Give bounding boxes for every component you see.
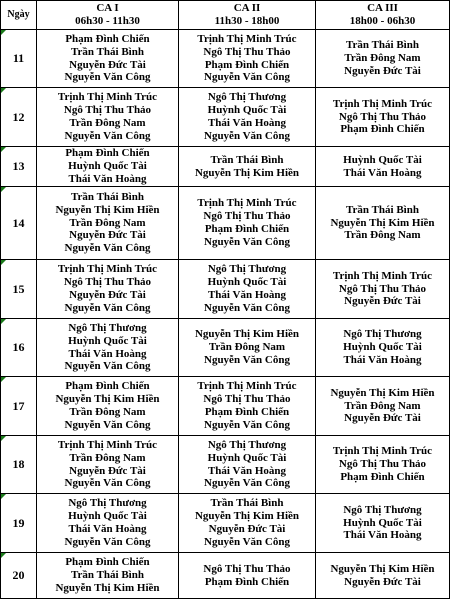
- staff-list: [179, 33, 315, 84]
- staff-name: Trần Thái Bình: [346, 39, 419, 52]
- shift-1-cell: [37, 553, 179, 599]
- staff-name: Huỳnh Quốc Tài: [68, 510, 147, 523]
- day-number: 20: [12, 568, 25, 582]
- day-cell: [1, 30, 37, 88]
- shift-3-cell: [316, 377, 450, 436]
- day-number: 14: [12, 215, 25, 230]
- staff-name: Nguyễn Văn Công: [204, 129, 290, 142]
- shift-2-cell: [179, 147, 316, 187]
- day-number: 17: [12, 398, 25, 413]
- day-number: 12: [12, 109, 25, 124]
- staff-name: Nguyễn Văn Công: [64, 301, 151, 314]
- staff-list: [316, 204, 449, 242]
- staff-name: Trần Thái Bình: [71, 191, 144, 203]
- staff-name: Huỳnh Quốc Tài: [207, 276, 287, 289]
- staff-name: Nguyễn Văn Công: [204, 353, 290, 366]
- staff-name: Huỳnh Quốc Tài: [207, 104, 287, 117]
- staff-name: Phạm Đình Chiến: [65, 556, 150, 569]
- staff-name: Nguyễn Thị Kim Hiền: [194, 510, 299, 523]
- shift-3-time: 18h00 - 06h30: [349, 15, 416, 27]
- staff-name: Phạm Đình Chiến: [340, 123, 425, 136]
- staff-list: [37, 497, 178, 548]
- staff-name: Nguyễn Đức Tài: [344, 575, 421, 588]
- staff-name: Trịnh Thị Minh Trúc: [197, 197, 297, 210]
- staff-name: Trịnh Thị Minh Trúc: [332, 445, 433, 458]
- shift-2-name: CA II: [233, 2, 261, 15]
- shift-1-cell: [37, 436, 179, 494]
- staff-name: Nguyễn Văn Công: [64, 71, 151, 84]
- shift-1-cell: [37, 147, 179, 187]
- staff-name: Nguyễn Đức Tài: [344, 64, 421, 77]
- cell-corner-marker: [1, 436, 6, 441]
- cell-corner-marker: [1, 30, 6, 35]
- cell-corner-marker: [1, 88, 6, 93]
- shift-3-cell: [316, 319, 450, 377]
- staff-name: Nguyễn Thị Kim Hiền: [194, 166, 299, 179]
- day-cell: [1, 187, 37, 260]
- shift-2-cell: [179, 319, 316, 377]
- staff-name: Thái Văn Hoàng: [343, 529, 422, 542]
- staff-list: [179, 91, 315, 142]
- staff-name: Nguyễn Đức Tài: [69, 58, 146, 71]
- staff-name: Nguyễn Văn Công: [64, 477, 151, 490]
- staff-name: Trịnh Thị Minh Trúc: [332, 97, 433, 110]
- day-number: 11: [12, 51, 25, 65]
- staff-name: Trịnh Thị Minh Trúc: [57, 263, 158, 276]
- staff-name: Ngô Thị Thương: [207, 91, 287, 104]
- staff-list: [37, 33, 178, 84]
- table-row: [1, 187, 450, 260]
- shift-1-cell: [37, 88, 179, 147]
- table-row: [1, 260, 450, 319]
- staff-name: Nguyễn Thị Kim Hiền: [330, 386, 435, 399]
- day-number: 19: [12, 515, 25, 530]
- shift-3-cell: [316, 260, 450, 319]
- staff-name: Nguyễn Đức Tài: [69, 289, 146, 301]
- staff-list: [179, 497, 315, 548]
- shift-2-cell: [179, 30, 316, 88]
- staff-name: Nguyễn Thị Kim Hiền: [55, 581, 160, 594]
- staff-name: Trịnh Thị Minh Trúc: [57, 91, 158, 104]
- shift-2-cell: [179, 377, 316, 436]
- staff-name: Nguyễn Đức Tài: [208, 523, 286, 535]
- shift-1-time: 06h30 - 11h30: [75, 15, 140, 27]
- staff-list: [316, 39, 449, 77]
- staff-name: Nguyễn Thị Kim Hiền: [55, 203, 160, 216]
- day-cell: [1, 494, 37, 553]
- shift-3-cell: [316, 436, 450, 494]
- staff-name: Nguyễn Văn Công: [204, 535, 290, 548]
- staff-name: Thái Văn Hoàng: [207, 464, 287, 477]
- staff-name: Ngô Thị Thu Thảo: [203, 45, 291, 58]
- day-cell: [1, 553, 37, 599]
- shift-2-cell: [179, 494, 316, 553]
- staff-name: Trịnh Thị Minh Trúc: [197, 380, 297, 393]
- staff-list: [37, 263, 178, 314]
- staff-name: Trần Thái Bình: [210, 153, 284, 166]
- staff-name: Phạm Đình Chiến: [204, 223, 290, 235]
- staff-name: Trịnh Thị Minh Trúc: [197, 32, 297, 45]
- shift-3-cell: [316, 553, 450, 599]
- shift-3-header: [316, 1, 450, 30]
- staff-list: [37, 191, 178, 255]
- shift-3-cell: [316, 147, 450, 187]
- staff-name: Trần Đông Nam: [69, 117, 146, 129]
- staff-name: Trần Đông Nam: [344, 399, 421, 412]
- staff-list: [316, 504, 449, 542]
- table-body: [1, 30, 450, 599]
- day-cell: [1, 319, 37, 377]
- staff-name: Nguyễn Văn Công: [204, 418, 290, 431]
- shift-1-name: CA I: [96, 2, 119, 15]
- staff-list: [179, 197, 315, 248]
- day-number: 18: [12, 457, 25, 471]
- staff-name: Nguyễn Văn Công: [204, 235, 290, 248]
- staff-name: Nguyễn Đức Tài: [344, 412, 421, 425]
- staff-name: Thái Văn Hoàng: [68, 172, 147, 185]
- shift-2-cell: [179, 553, 316, 599]
- staff-name: Ngô Thị Thương: [207, 263, 287, 276]
- header-row: [1, 1, 450, 30]
- day-number: 16: [12, 340, 25, 354]
- staff-list: [316, 445, 449, 483]
- staff-list: [179, 263, 315, 314]
- cell-corner-marker: [1, 260, 6, 265]
- staff-name: Trần Đông Nam: [208, 341, 286, 354]
- staff-name: Nguyễn Văn Công: [204, 71, 290, 84]
- shift-3-cell: [316, 30, 450, 88]
- day-column-header: Ngày: [1, 1, 37, 30]
- staff-list: [37, 439, 178, 490]
- staff-name: Nguyễn Văn Công: [64, 242, 151, 255]
- staff-name: Ngô Thị Thương: [343, 328, 422, 341]
- staff-name: Ngô Thị Thương: [207, 438, 287, 451]
- staff-name: Phạm Đình Chiến: [340, 470, 425, 483]
- staff-name: Nguyễn Văn Công: [64, 418, 151, 431]
- staff-name: Phạm Đình Chiến: [65, 147, 150, 160]
- staff-list: [316, 328, 449, 366]
- staff-name: Nguyễn Đức Tài: [344, 295, 421, 308]
- staff-name: Thái Văn Hoàng: [207, 289, 287, 301]
- staff-name: Huỳnh Quốc Tài: [68, 334, 147, 347]
- staff-name: Phạm Đình Chiến: [204, 406, 290, 418]
- shift-1-cell: [37, 377, 179, 436]
- staff-list: [179, 328, 315, 366]
- cell-corner-marker: [1, 319, 6, 324]
- staff-name: Thái Văn Hoàng: [343, 166, 422, 179]
- staff-name: Ngô Thị Thu Thảo: [203, 393, 291, 406]
- shift-2-cell: [179, 88, 316, 147]
- staff-name: Phạm Đình Chiến: [65, 380, 150, 393]
- staff-name: Trần Thái Bình: [346, 203, 419, 216]
- shift-2-time: 11h30 - 18h00: [214, 15, 280, 27]
- staff-list: [316, 98, 449, 136]
- staff-list: [179, 380, 315, 431]
- staff-name: Ngô Thị Thương: [343, 503, 422, 516]
- day-cell: [1, 436, 37, 494]
- shift-2-header: [179, 1, 316, 30]
- staff-list: [37, 147, 178, 185]
- shift-1-cell: [37, 30, 179, 88]
- staff-name: Thái Văn Hoàng: [343, 353, 422, 366]
- staff-name: Huỳnh Quốc Tài: [207, 451, 287, 464]
- staff-name: Trần Thái Bình: [71, 569, 144, 582]
- day-number: 15: [12, 281, 25, 296]
- staff-name: Ngô Thị Thu Thảo: [203, 210, 291, 223]
- staff-list: [316, 270, 449, 308]
- staff-name: Huỳnh Quốc Tài: [343, 153, 422, 166]
- day-cell: [1, 260, 37, 319]
- staff-name: Phạm Đình Chiến: [65, 32, 150, 45]
- staff-list: [316, 154, 449, 180]
- staff-name: Nguyễn Thị Kim Hiền: [330, 216, 435, 229]
- staff-name: Nguyễn Văn Công: [64, 535, 151, 548]
- staff-name: Phạm Đình Chiến: [204, 575, 290, 588]
- staff-name: Thái Văn Hoàng: [207, 117, 287, 129]
- staff-name: Thái Văn Hoàng: [68, 523, 147, 535]
- cell-corner-marker: [1, 147, 6, 152]
- day-cell: [1, 377, 37, 436]
- day-cell: [1, 147, 37, 187]
- table-row: [1, 436, 450, 494]
- shift-3-cell: [316, 494, 450, 553]
- staff-name: Huỳnh Quốc Tài: [68, 160, 147, 173]
- staff-name: Ngô Thị Thu Thảo: [63, 276, 152, 289]
- day-cell: [1, 88, 37, 147]
- staff-name: Trần Thái Bình: [210, 497, 284, 510]
- shift-1-cell: [37, 187, 179, 260]
- staff-list: [179, 563, 315, 589]
- staff-name: Trịnh Thị Minh Trúc: [332, 269, 433, 282]
- staff-name: Huỳnh Quốc Tài: [343, 341, 422, 354]
- cell-corner-marker: [1, 494, 6, 499]
- staff-list: [179, 439, 315, 490]
- staff-list: [37, 380, 178, 431]
- shift-1-cell: [37, 260, 179, 319]
- staff-list: [316, 387, 449, 425]
- shift-3-name: CA III: [367, 2, 398, 15]
- staff-name: Phạm Đình Chiến: [204, 58, 290, 71]
- staff-name: Ngô Thị Thu Thảo: [203, 562, 291, 575]
- staff-name: Trịnh Thị Minh Trúc: [57, 438, 158, 451]
- shift-2-cell: [179, 260, 316, 319]
- cell-corner-marker: [1, 553, 6, 558]
- staff-list: [37, 322, 178, 373]
- staff-name: Trần Thái Bình: [71, 45, 144, 58]
- shift-1-cell: [37, 494, 179, 553]
- cell-corner-marker: [1, 377, 6, 382]
- staff-name: Nguyễn Thị Kim Hiền: [330, 562, 435, 575]
- staff-name: Ngô Thị Thu Thảo: [338, 110, 427, 123]
- shift-2-cell: [179, 436, 316, 494]
- table-row: [1, 88, 450, 147]
- staff-name: Ngô Thị Thu Thảo: [338, 458, 427, 471]
- staff-name: Trần Đông Nam: [69, 451, 146, 464]
- staff-name: Nguyễn Văn Công: [64, 360, 151, 373]
- staff-name: Ngô Thị Thương: [68, 497, 147, 510]
- staff-name: Nguyễn Văn Công: [204, 301, 290, 314]
- shift-3-cell: [316, 187, 450, 260]
- shift-3-cell: [316, 88, 450, 147]
- table-row: [1, 553, 450, 599]
- staff-name: Thái Văn Hoàng: [68, 347, 147, 360]
- staff-name: Nguyễn Văn Công: [204, 477, 290, 490]
- shift-2-cell: [179, 187, 316, 260]
- staff-name: Nguyễn Văn Công: [64, 129, 151, 142]
- staff-name: Huỳnh Quốc Tài: [343, 516, 422, 529]
- table-row: [1, 377, 450, 436]
- staff-name: Trần Đông Nam: [344, 229, 421, 242]
- cell-corner-marker: [1, 187, 6, 192]
- shift-1-cell: [37, 319, 179, 377]
- table-row: [1, 30, 450, 88]
- table-row: [1, 319, 450, 377]
- staff-name: Ngô Thị Thu Thảo: [338, 282, 427, 295]
- staff-list: [316, 563, 449, 589]
- staff-name: Trần Đông Nam: [344, 52, 421, 65]
- staff-list: [37, 91, 178, 142]
- staff-name: Nguyễn Thị Kim Hiền: [55, 393, 160, 406]
- table-row: [1, 494, 450, 553]
- staff-name: Nguyễn Thị Kim Hiền: [194, 328, 299, 341]
- staff-name: Trần Đông Nam: [69, 406, 146, 418]
- staff-name: Nguyễn Đức Tài: [69, 464, 146, 477]
- staff-name: Ngô Thị Thu Thảo: [63, 104, 152, 117]
- staff-list: [179, 154, 315, 180]
- table-header: [1, 1, 450, 30]
- staff-name: Ngô Thị Thương: [68, 321, 147, 334]
- staff-name: Trần Đông Nam: [69, 216, 146, 229]
- table-row: [1, 147, 450, 187]
- shift-1-header: [37, 1, 179, 30]
- day-number: 13: [12, 159, 25, 173]
- staff-name: Nguyễn Đức Tài: [69, 229, 146, 242]
